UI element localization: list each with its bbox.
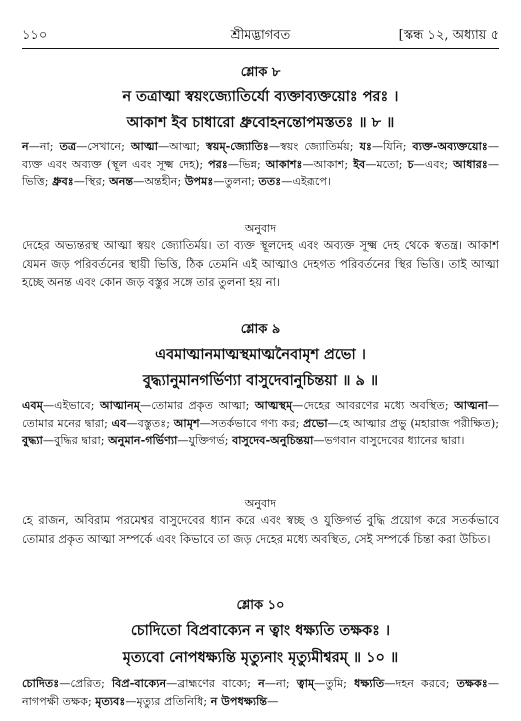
verse-10-line-2: মৃত্যবো নোপধক্ষ্যন্তি মৃত্যুনাং মৃত্যুমীশ্বরম্ ॥ ১০ ॥ [122,649,399,666]
synonym-term: আধারঃ [453,156,488,171]
synonym-meaning: এবং [424,157,445,171]
synonym-meaning: স্বয়ং জ্যোতির্ময় [280,140,350,153]
synonym-term: বিপ্র-বাক্যেন [111,676,167,690]
running-header [22,22,499,49]
synonym-term: তত্র [59,139,77,153]
synonym-meaning: এইরূপে। [292,175,332,189]
synonym-meaning: ভিন্ন [239,157,257,171]
synonym-meaning: বুদ্ধির দ্বারা [54,434,101,448]
synonym-meaning: অন্তহীন [144,175,178,189]
synonym-meaning: স্থির [84,175,102,189]
synonym-term: যঃ [359,139,372,153]
book-title: শ্রীমদ্ভাগবত [230,28,291,43]
synonym-term: উপমঃ [184,174,214,189]
verse-8-line-2: আকাশ ইব চাধারো ধ্রুবোহনন্তোপমস্ততঃ ॥ ৮ ॥ [126,114,395,131]
synonym-term: আত্মস্থম্ [254,398,293,412]
synonym-term: চোদিতঃ [22,676,60,690]
synonym-meaning: তোমার প্রকৃত আত্মা [151,399,246,412]
synonym-term: ধ্রুবঃ [52,174,74,189]
synonym-term: চ [407,156,414,171]
synonym-meaning: ভিত্তি [22,175,45,189]
synonym-term: ধক্ষ্যতি [354,676,385,690]
synonym-term: বুদ্ধ্যা [22,433,43,448]
synonym-meaning: যুক্তিগর্ভ [188,434,225,448]
synonym-term: আমৃশ [173,415,200,430]
verse-8-translation-label: অনুবাদ [244,222,277,235]
synonym-meaning: না [275,677,286,690]
synonym-term: অনন্ত [109,174,134,189]
synonym-meaning: হে আত্মার প্রভু (মহারাজ পরীক্ষিত) [338,416,496,430]
page-number: ১১০ [22,28,48,43]
synonym-meaning: প্রেরিত [70,677,102,690]
synonym-term: আত্মা [130,139,158,153]
synonym-meaning: তোমার মনের দ্বারা [22,416,105,430]
synonym-meaning: সেখানে [87,140,122,153]
synonym-meaning: মতো [376,157,399,171]
synonym-term: আকাশঃ [265,156,303,171]
synonym-meaning: সতর্কভাবে গণ্য কর [210,416,296,430]
synonym-meaning: তুমি [325,677,344,690]
synonym-meaning: আকাশ [313,157,345,171]
synonym-term: ন [258,676,265,690]
verse-8-translation: দেহের অভ্যন্তরস্থ আত্মা স্বয়ং জ্যোতির্ময়। তা ব্যক্ত স্থূলদেহ এবং অব্যক্ত সূক্ষ্ম দেহ থেকে স্বতন্ত্র। আকাশ যেমন জড় পরিবর্তনের স্থায়ী ভিত্তি, ঠিক তেমনি এই আত্মাও দেহগত পরিবর্তনের স্থির ভিত্তি। তাই আত্মা হচ্ছে অনন্ত এবং কোন জড় বস্তুর সঙ্গে তার তুলনা হয় না। [22,238,499,289]
synonym-term: ন [22,139,29,153]
synonym-meaning: না [39,140,50,153]
verse-9-synonyms: এবম্—এইভাবে; আত্মানম্—তোমার প্রকৃত আত্মা; আত্মস্থম্—দেহের আবরণের মধ্যে অবস্থিত; আত্মনা—তোমার মনের দ্বারা; এব—বস্তুতঃ; আমৃশ—সতর্কভাবে গণ্য কর; প্রভো—হে আত্মার প্রভু (মহারাজ পরীক্ষিত); বুদ্ধ্যা—বুদ্ধির দ্বারা; অনুমান-গর্ভিণ্যা—যুক্তিগর্ভ; বাসুদেব-অনুচিন্তয়া—ভগবান বাসুদেবের ধ্যানের দ্বারা। [22,398,500,448]
synonym-term: এবম্ [22,398,43,412]
synonym-meaning: মৃত্যুর প্রতিনিধি [136,694,204,708]
synonym-meaning: যিনি [383,140,403,153]
synonym-term: আত্মানম্ [100,398,140,412]
synonym-term: এব [111,415,127,430]
synonym-term: প্রভো [303,415,328,430]
verse-9-line-1: এবমাত্মানমাত্মস্থমাত্মনৈবামৃশ প্রভো । [155,346,366,363]
chapter-reference: [স্কন্ধ ১২, অধ্যায় ৫ [398,28,499,43]
synonym-term: স্বয়ম্-জ্যোতিঃ [206,139,269,153]
synonym-term: ন উপধক্ষ্যন্তি [210,693,268,708]
synonym-term: আত্মনা [454,398,488,412]
synonym-term: তক্ষকঃ [456,676,488,690]
verse-9-translation: হে রাজন, অবিরাম পরমেশ্বর বাসুদেবের ধ্যান করে এবং স্বচ্ছ ও যুক্তিগর্ভ বুদ্ধি প্রয়োগ করে সতর্কভাবে তোমার প্রকৃত আত্মা সম্পর্কে এবং কিভাবে তা জড় দেহের মধ্যে অবস্থিত, সেই সম্পর্কে চিন্তা করা উচিত। [22,513,499,546]
synonym-meaning: এইভাবে [54,399,91,412]
verse-10-line-1: চোদিতো বিপ্রবাক্যেন ন ত্বাং ধক্ষ্যতি তক্ষকঃ । [130,622,391,639]
verse-8-title: শ্লোক ৮ [240,65,281,80]
synonym-meaning: ভগবান বাসুদেবের ধ্যানের দ্বারা। [324,434,465,448]
verse-9-line-2: বুদ্ধ্যানুমানগর্ভিণ্যা বাসুদেবানুচিন্তয়া ॥ ৯ ॥ [142,372,379,389]
verse-8-line-1: ন তত্রাত্মা স্বয়ংজ্যোতির্যো ব্যক্তাব্যক্তয়োঃ পরঃ । [122,88,399,105]
synonym-meaning: আত্মা [169,140,197,153]
synonym-term: ইব [353,156,366,171]
synonym-term: অনুমান-গর্ভিণ্যা [108,433,178,448]
verse-9-translation-label: অনুবাদ [244,497,277,510]
synonym-meaning: দেহের আবরণের মধ্যে অবস্থিত [303,399,445,412]
verse-9-title: শ্লোক ৯ [240,322,281,337]
synonym-meaning: বস্তুতঃ [137,416,167,430]
verse-10-synonyms: চোদিতঃ—প্রেরিত; বিপ্র-বাক্যেন—ব্রাহ্মণের বাক্যে; ন—না; ত্বাম্—তুমি; ধক্ষ্যতি—দহন করবে; তক্ষকঃ—নাগপক্ষী তক্ষক; মৃত্যবঃ—মৃত্যুর প্রতিনিধি; ন উপধক্ষ্যন্তি— [22,676,500,708]
synonym-meaning: নাগপক্ষী তক্ষক [22,694,88,708]
verse-8-synonyms: ন—না; তত্র—সেখানে; আত্মা—আত্মা; স্বয়ম্-জ্যোতিঃ—স্বয়ং জ্যোতির্ময়; যঃ—যিনি; ব্যক্ত-অব্যক্তয়োঃ—ব্যক্ত এবং অব্যক্ত (স্থূল এবং সূক্ষ্ম দেহ); পরঃ—ভিন্ন; আকাশঃ—আকাশ; ইব—মতো; চ—এবং; আধারঃ—ভিত্তি; ধ্রুবঃ—স্থির; অনন্ত—অন্তহীন; উপমঃ—তুলনা; ততঃ—এইরূপে। [22,139,500,189]
synonym-term: ততঃ [258,174,282,189]
synonym-meaning: ব্যক্ত এবং অব্যক্ত (স্থূল এবং সূক্ষ্ম দেহ) [22,157,200,171]
synonym-term: ব্যক্ত-অব্যক্তয়োঃ [412,139,488,153]
synonym-meaning: দহন করবে [395,677,446,690]
synonym-meaning: ব্রাহ্মণের বাক্যে [177,677,248,690]
synonym-term: মৃত্যবঃ [95,693,126,708]
verse-10-title: শ্লোক ১০ [236,598,285,613]
synonym-term: পরঃ [208,156,228,171]
synonym-term: ত্বাম্ [296,676,315,690]
synonym-term: বাসুদেব-অনুচিন্তয়া [232,433,314,448]
synonym-meaning: তুলনা [224,175,252,189]
